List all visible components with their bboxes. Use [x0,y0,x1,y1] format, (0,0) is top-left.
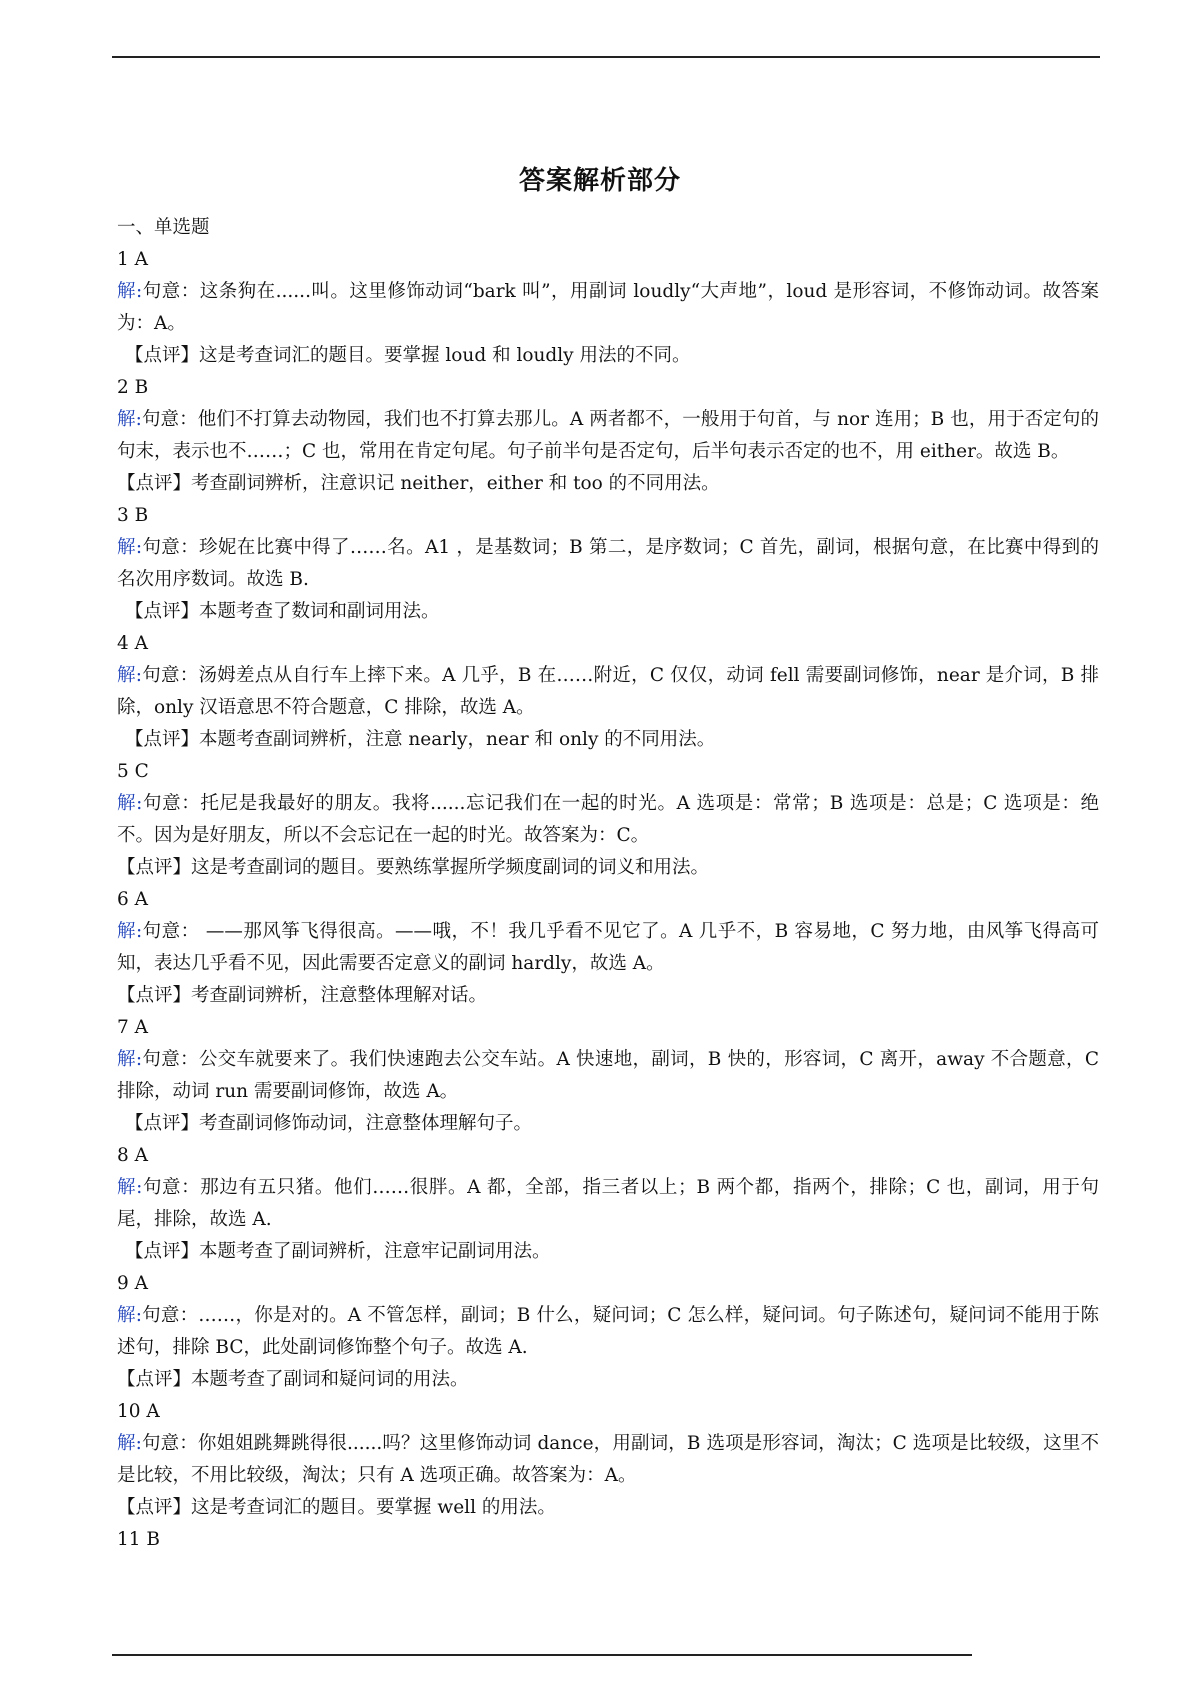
answer-number: 4 A [117,633,149,654]
answer-item [117,372,1099,500]
solution-body: 句意：他们不打算去动物园，我们也不打算去那儿。A 两者都不，一般用于句首，与 nor 连用；B 也，用于否定句的句末，表示也不……；C 也，常用在肯定句尾。句子前半句是否定句，后半句表示否定的也不，用 either。故选 B。 [117,409,1099,462]
comment-text: 【点评】这是考查词汇的题目。要掌握 loud 和 loudly 用法的不同。 [125,345,691,366]
comment-text: 【点评】本题考查了副词辨析，注意牢记副词用法。 [125,1241,551,1262]
solution-label: 解: [117,793,143,814]
comment-text: 【点评】本题考查副词辨析，注意 nearly，near 和 only 的不同用法。 [125,729,716,750]
solution-text [117,788,1099,852]
answer-item [117,1012,1099,1140]
solution-text [117,532,1099,596]
solution-text [117,404,1099,468]
solution-label: 解: [117,1433,142,1454]
solution-body: 句意：公交车就要来了。我们快速跑去公交车站。A 快速地，副词，B 快的，形容词，C 离开，away 不合题意，C 排除，动词 run 需要副词修饰，故选 A。 [117,1049,1100,1102]
solution-label: 解: [117,1177,143,1198]
answer-number: 3 B [117,505,149,526]
solution-text [117,276,1099,340]
solution-body: 句意：托尼是我最好的朋友。我将......忘记我们在一起的时光。A 选项是：常常；B 选项是：总是；C 选项是：绝不。因为是好朋友，所以不会忘记在一起的时光。故答案为：C。 [117,793,1099,846]
solution-text [117,660,1099,724]
answer-number: 8 A [117,1145,149,1166]
solution-label: 解: [117,665,142,686]
solution-label: 解: [117,409,142,430]
comment-text: 【点评】考查副词辨析，注意识记 neither，either 和 too 的不同用法。 [117,473,720,494]
solution-text [117,916,1099,980]
answer-content [117,212,1099,1556]
solution-text [117,1172,1099,1236]
answer-number: 5 C [117,761,149,782]
solution-label: 解: [117,281,143,302]
solution-body: 句意：珍妮在比赛中得了……名。A1 ，是基数词；B 第二，是序数词；C 首先，副词，根据句意，在比赛中得到的名次用序数词。故选 B. [117,537,1099,590]
solution-body: 句意：这条狗在......叫。这里修饰动词“bark 叫”，用副词 loudly“大声地”，loud 是形容词，不修饰动词。故答案为：A。 [117,281,1099,334]
answer-item [117,1140,1099,1268]
answer-item [117,1268,1099,1396]
solution-label: 解: [117,537,143,558]
answer-number: 2 B [117,377,149,398]
answer-number: 1 A [117,249,149,270]
page-title: 答案解析部分 [518,166,681,196]
solution-body: 句意： ——那风筝飞得很高。——哦，不！我几乎看不见它了。A 几乎不，B 容易地，C 努力地，由风筝飞得高可知，表达几乎看不见，因此需要否定意义的副词 hardly，故选 A。 [117,921,1100,974]
section-heading: 一、单选题 [117,217,210,238]
solution-body: 句意：……，你是对的。A 不管怎样，副词；B 什么，疑问词；C 怎么样，疑问词。句子陈述句，疑问词不能用于陈述句，排除 BC，此处副词修饰整个句子。故选 A. [117,1305,1099,1358]
solution-label: 解: [117,1049,143,1070]
solution-body: 句意：你姐姐跳舞跳得很......吗？这里修饰动词 dance，用副词，B 选项是形容词，淘汰；C 选项是比较级，这里不是比较，不用比较级，淘汰；只有 A 选项正确。故答案为：A。 [117,1433,1100,1486]
comment-text: 【点评】本题考查了数词和副词用法。 [125,601,440,622]
answer-number: 10 A [117,1401,160,1422]
answer-list [117,244,1099,1524]
answer-item [117,756,1099,884]
footer-rule [112,1654,972,1656]
comment-text: 【点评】考查副词辨析，注意整体理解对话。 [117,985,488,1006]
solution-label: 解: [117,921,143,942]
comment-text: 【点评】这是考查词汇的题目。要掌握 well 的用法。 [117,1497,556,1518]
answer-number: 11 B [117,1529,161,1550]
answer-item [117,884,1099,1012]
comment-text: 【点评】考查副词修饰动词，注意整体理解句子。 [125,1113,533,1134]
solution-label: 解: [117,1305,142,1326]
solution-body: 句意：那边有五只猪。他们……很胖。A 都，全部，指三者以上；B 两个都，指两个，排除；C 也，副词，用于句尾，排除，故选 A. [117,1177,1099,1230]
answer-item [117,244,1099,372]
solution-body: 句意：汤姆差点从自行车上摔下来。A 几乎，B 在……附近，C 仅仅，动词 fell 需要副词修饰，near 是介词，B 排除，only 汉语意思不符合题意，C 排除，故选 A。 [117,665,1099,718]
comment-text: 【点评】本题考查了副词和疑问词的用法。 [117,1369,469,1390]
answer-number: 7 A [117,1017,149,1038]
answer-item [117,1396,1099,1524]
solution-text [117,1300,1099,1364]
answer-item [117,500,1099,628]
answer-number: 6 A [117,889,149,910]
header-rule [112,56,1100,58]
solution-text [117,1428,1099,1492]
answer-item [117,628,1099,756]
solution-text [117,1044,1099,1108]
comment-text: 【点评】这是考查副词的题目。要熟练掌握所学频度副词的词义和用法。 [117,857,710,878]
answer-number: 9 A [117,1273,149,1294]
